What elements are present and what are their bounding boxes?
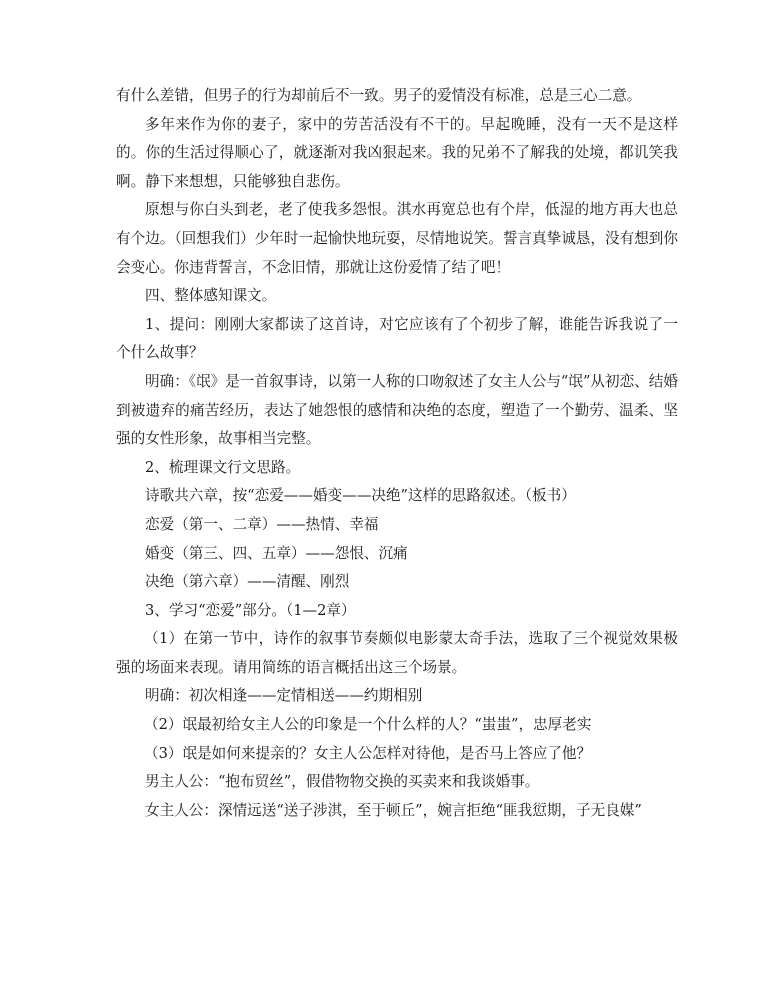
section-heading-overview: 四、整体感知课文。 (145, 287, 277, 305)
question-scene: （1）在第一节中，诗作的叙事节奏颇似电影蒙太奇手法，选取了三个视觉效果极强的场面来表现。请用简练的语言概括出这三个场景。 (116, 630, 678, 676)
structure-item-break: 决绝（第六章）——清醒、刚烈 (145, 573, 350, 591)
structure-summary: 诗歌共六章，按“恋爱——婚变——决绝”这样的思路叙述。（板书） (145, 487, 576, 505)
question-impression: （2）氓最初给女主人公的印象是一个什么样的人？“蚩蚩”，忠厚老实 (144, 716, 592, 734)
answer-male: 男主人公：“抱布贸丝”，假借物物交换的买卖来和我谈婚事。 (145, 773, 540, 791)
answer-scene: 明确：初次相逢——定情相送——约期相别 (145, 687, 423, 705)
structure-item-change: 婚变（第三、四、五章）——怨恨、沉痛 (145, 544, 408, 562)
paragraph-translation-1: 多年来作为你的妻子，家中的劳苦活没有不干的。早起晚睡，没有一天不是这样的。你的生活过得顺心了，就逐渐对我凶狠起来。我的兄弟不了解我的处境，都讥笑我啊。静下来想想，只能够独自悲伤。 (116, 115, 678, 190)
subheading-structure: 2、梳理课文行文思路。 (145, 458, 301, 476)
document-page (116, 82, 678, 825)
answer-female: 女主人公：深情远送“送子涉淇，至于顿丘”，婉言拒绝“匪我愆期，子无良媒” (145, 801, 642, 819)
paragraph-translation-2: 原想与你白头到老，老了使我多怨恨。淇水再宽总也有个岸，低湿的地方再大也总有个边。（回想我们）少年时一起愉快地玩耍，尽情地说笑。誓言真挚诚恳，没有想到你会变心。你违背誓言，不念旧情，那就让这份爱情了结了吧！ (116, 201, 678, 276)
answer-1: 明确：《氓》是一首叙事诗，以第一人称的口吻叙述了女主人公与“氓”从初恋、结婚到被遗弃的痛苦经历，表达了她怨恨的感情和决绝的态度，塑造了一个勤劳、温柔、坚强的女性形象，故事相当完整。 (116, 372, 678, 448)
subheading-love-section: 3、学习“恋爱”部分。（1—2章） (145, 601, 356, 619)
question-proposal: （3）氓是如何来提亲的？女主人公怎样对待他，是否马上答应了他？ (144, 744, 592, 762)
paragraph-continuation: 有什么差错，但男子的行为却前后不一致。男子的爱情没有标准，总是三心二意。 (116, 87, 642, 104)
structure-item-love: 恋爱（第一、二章）——热情、幸福 (145, 515, 379, 533)
question-1: 1、提问：刚刚大家都读了这首诗，对它应该有了个初步了解，谁能告诉我说了一个什么故事？ (116, 315, 678, 362)
